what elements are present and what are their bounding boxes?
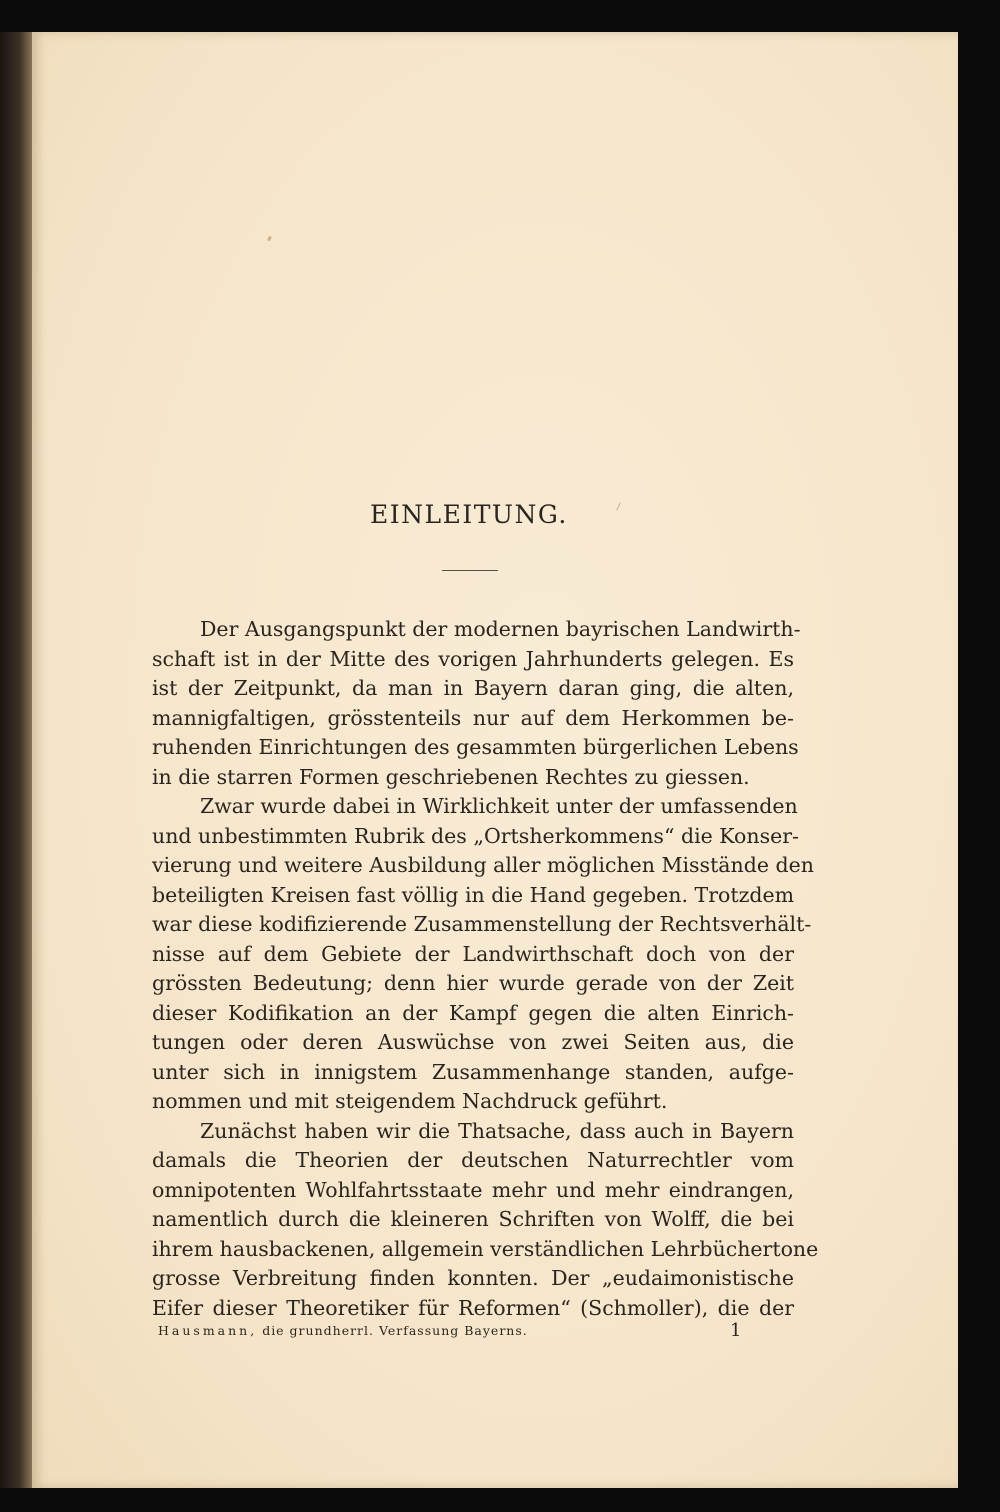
binding-edge: [0, 32, 32, 1488]
running-footer: [158, 1323, 748, 1338]
footer-author: Hausmann,: [158, 1323, 258, 1338]
heading-rule: [442, 570, 498, 571]
text-line: Der Ausgangspunkt der modernen bayrischen Landwirth-: [200, 617, 801, 641]
text-line: Zwar wurde dabei in Wirklichkeit unter der umfassenden: [200, 794, 798, 818]
text-line: ihrem hausbackenen, allgemein verständlichen Lehrbüchertone: [152, 1236, 819, 1261]
text-line: beteiligten Kreisen fast völlig in die Hand gegeben. Trotzdem: [152, 882, 795, 907]
text-line: Zunächst haben wir die Thatsache, dass auch in Bayern: [200, 1118, 794, 1143]
text-line: ist der Zeitpunkt, da man in Bayern daran ging, die alten,: [152, 676, 794, 700]
text-line: war diese kodifizierende Zusammenstellung der Rechtsverhält-: [152, 912, 812, 936]
text-line: dieser Kodifikation an der Kampf gegen die alten Einrich-: [152, 1000, 794, 1025]
text-line: vierung und weitere Ausbildung aller möglichen Misstände den: [152, 853, 814, 877]
text-line: und unbestimmten Rubrik des „Ortsherkommens“ die Konser-: [152, 823, 799, 848]
chapter-heading: EINLEITUNG.: [370, 500, 568, 529]
text-line: nisse auf dem Gebiete der Landwirthschaft doch von der: [152, 941, 794, 966]
text-line: grosse Verbreitung finden konnten. Der „eudaimonistische: [152, 1266, 794, 1290]
text-line: nommen und mit steigendem Nachdruck geführt.: [152, 1089, 668, 1113]
text-line: ruhenden Einrichtungen des gesammten bürgerlichen Lebens: [152, 735, 799, 759]
text-line: namentlich durch die kleineren Schriften von Wolff, die bei: [152, 1207, 794, 1231]
text-line: in die starren Formen geschriebenen Rechtes zu giessen.: [152, 764, 750, 789]
text-line: schaft ist in der Mitte des vorigen Jahrhunderts gelegen. Es: [152, 646, 794, 671]
text-line: mannigfaltigen, grösstenteils nur auf dem Herkommen be-: [152, 705, 794, 730]
footer-title: die grundherrl. Verfassung Bayerns.: [262, 1323, 528, 1338]
text-line: omnipotenten Wohlfahrtsstaate mehr und mehr eindrangen,: [152, 1177, 794, 1202]
text-line: Eifer dieser Theoretiker für Reformen“ (Schmoller), die der: [152, 1295, 794, 1320]
text-line: grössten Bedeutung; denn hier wurde gerade von der Zeit: [152, 971, 794, 995]
text-line: tungen oder deren Auswüchse von zwei Seiten aus, die: [152, 1030, 794, 1054]
page-number: 1: [730, 1320, 742, 1341]
text-line: damals die Theorien der deutschen Naturrechtler vom: [152, 1148, 794, 1172]
text-line: unter sich in innigstem Zusammenhange standen, aufge-: [152, 1059, 794, 1084]
